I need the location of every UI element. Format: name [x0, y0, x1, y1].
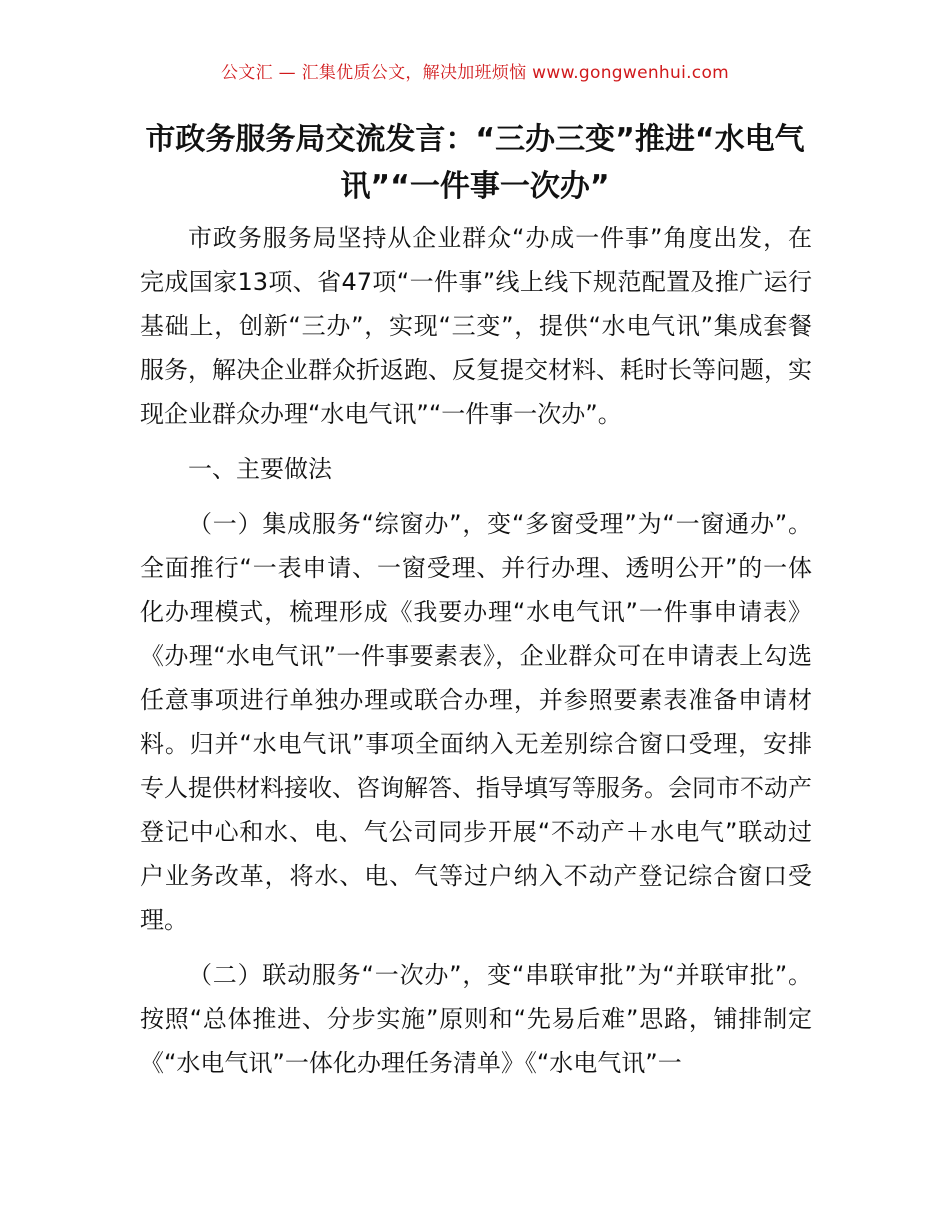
document-body [140, 216, 812, 1085]
section-heading: 一、主要做法 [188, 455, 332, 483]
paragraph-item-1: （一）集成服务“综窗办”，变“多窗受理”为“一窗通办”。全面推行“一表申请、一窗受理、并行办理、透明公开”的一体化办理模式，梳理形成《我要办理“水电气讯”一件事申请表》《办理“水电气讯”一件事要素表》，企业群众可在申请表上勾选任意事项进行单独办理或联合办理，并参照要素表准备申请材料。归并“水电气讯”事项全面纳入无差别综合窗口受理，安排专人提供材料接收、咨询解答、指导填写等服务。会同市不动产登记中心和水、电、气公司同步开展“不动产＋水电气”联动过户业务改革，将水、电、气等过户纳入不动产登记综合窗口受理。 [140, 510, 812, 934]
document-title: 市政务服务局交流发言：“三办三变”推进“水电气讯”“一件事一次办” [145, 122, 805, 204]
watermark-header: 公文汇 — 汇集优质公文，解决加班烦恼 www.gongwenhui.com [220, 63, 730, 83]
paragraph-item-2: （二）联动服务“一次办”，变“串联审批”为“并联审批”。按照“总体推进、分步实施”原则和“先易后难”思路，铺排制定《“水电气讯”一体化办理任务清单》《“水电气讯”一 [140, 961, 812, 1077]
paragraph-intro: 市政务服务局坚持从企业群众“办成一件事”角度出发，在完成国家13项、省47项“一件事”线上线下规范配置及推广运行基础上，创新“三办”，实现“三变”，提供“水电气讯”集成套餐服务，解决企业群众折返跑、反复提交材料、耗时长等问题，实现企业群众办理“水电气讯”“一件事一次办”。 [140, 224, 812, 428]
